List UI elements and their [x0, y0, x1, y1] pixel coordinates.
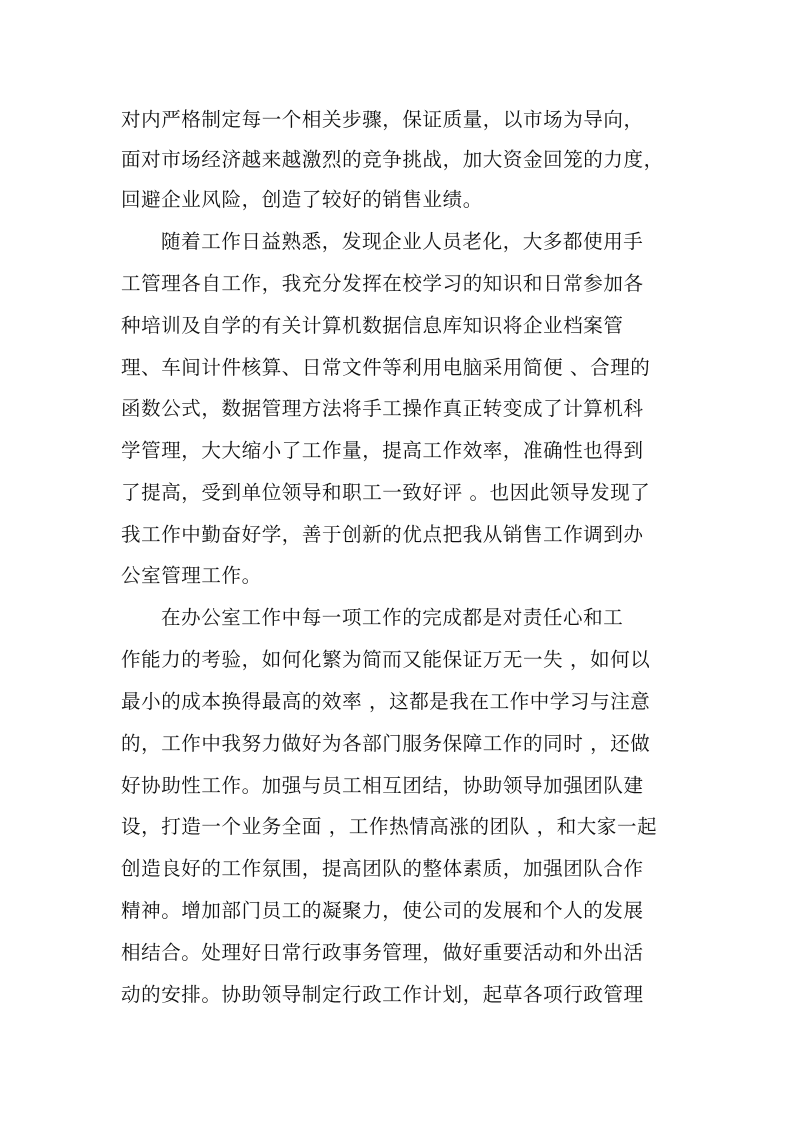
text-line: 学管理，大大缩小了工作量，提高工作效率，准确性也得到: [121, 439, 644, 462]
text-line: 的，工作中我努力做好为各部门服务保障工作的同时 ，还做: [121, 732, 651, 755]
text-line: 公室管理工作。: [121, 564, 262, 587]
text-line: 理、车间计件核算、日常文件等利用电脑采用简便 、合理的: [121, 356, 651, 379]
text-line: 作能力的考验，如何化繁为简而又能保证万无一失 ，如何以: [121, 648, 651, 671]
text-line: 我工作中勤奋好学，善于创新的优点把我从销售工作调到办: [121, 523, 644, 546]
text-line: 种培训及自学的有关计算机数据信息库知识将企业档案管: [121, 314, 624, 337]
text-line: 函数公式，数据管理方法将手工操作真正转变成了计算机科: [121, 397, 644, 420]
text-line: 回避企业风险，创造了较好的销售业绩。: [121, 188, 483, 211]
text-line: 工管理各自工作，我充分发挥在校学习的知识和日常参加各: [121, 272, 644, 295]
text-line: 在办公室工作中每一项工作的完成都是对责任心和工: [161, 606, 624, 629]
text-line: 好协助性工作。加强与员工相互团结，协助领导加强团队建: [121, 774, 644, 797]
text-line: 设，打造一个业务全面 ，工作热情高涨的团队 ，和大家一起: [121, 815, 658, 838]
text-line: 动的安排。协助领导制定行政工作计划，起草各项行政管理: [121, 983, 644, 1006]
text-line: 相结合。处理好日常行政事务管理，做好重要活动和外出活: [121, 941, 644, 964]
text-line: 创造良好的工作氛围，提高团队的整体素质，加强团队合作: [121, 857, 644, 880]
text-line: 随着工作日益熟悉，发现企业人员老化，大多都使用手: [161, 230, 644, 253]
text-line: 最小的成本换得最高的效率 ，这都是我在工作中学习与注意: [121, 690, 651, 713]
text-line: 了提高，受到单位领导和职工一致好评 。也因此领导发现了: [121, 481, 651, 504]
text-line: 对内严格制定每一个相关步骤，保证质量，以市场为导向，: [121, 108, 644, 131]
text-line: 面对市场经济越来越激烈的竞争挑战，加大资金回笼的力度，: [121, 148, 664, 171]
text-line: 精神。增加部门员工的凝聚力，使公司的发展和个人的发展: [121, 899, 644, 922]
